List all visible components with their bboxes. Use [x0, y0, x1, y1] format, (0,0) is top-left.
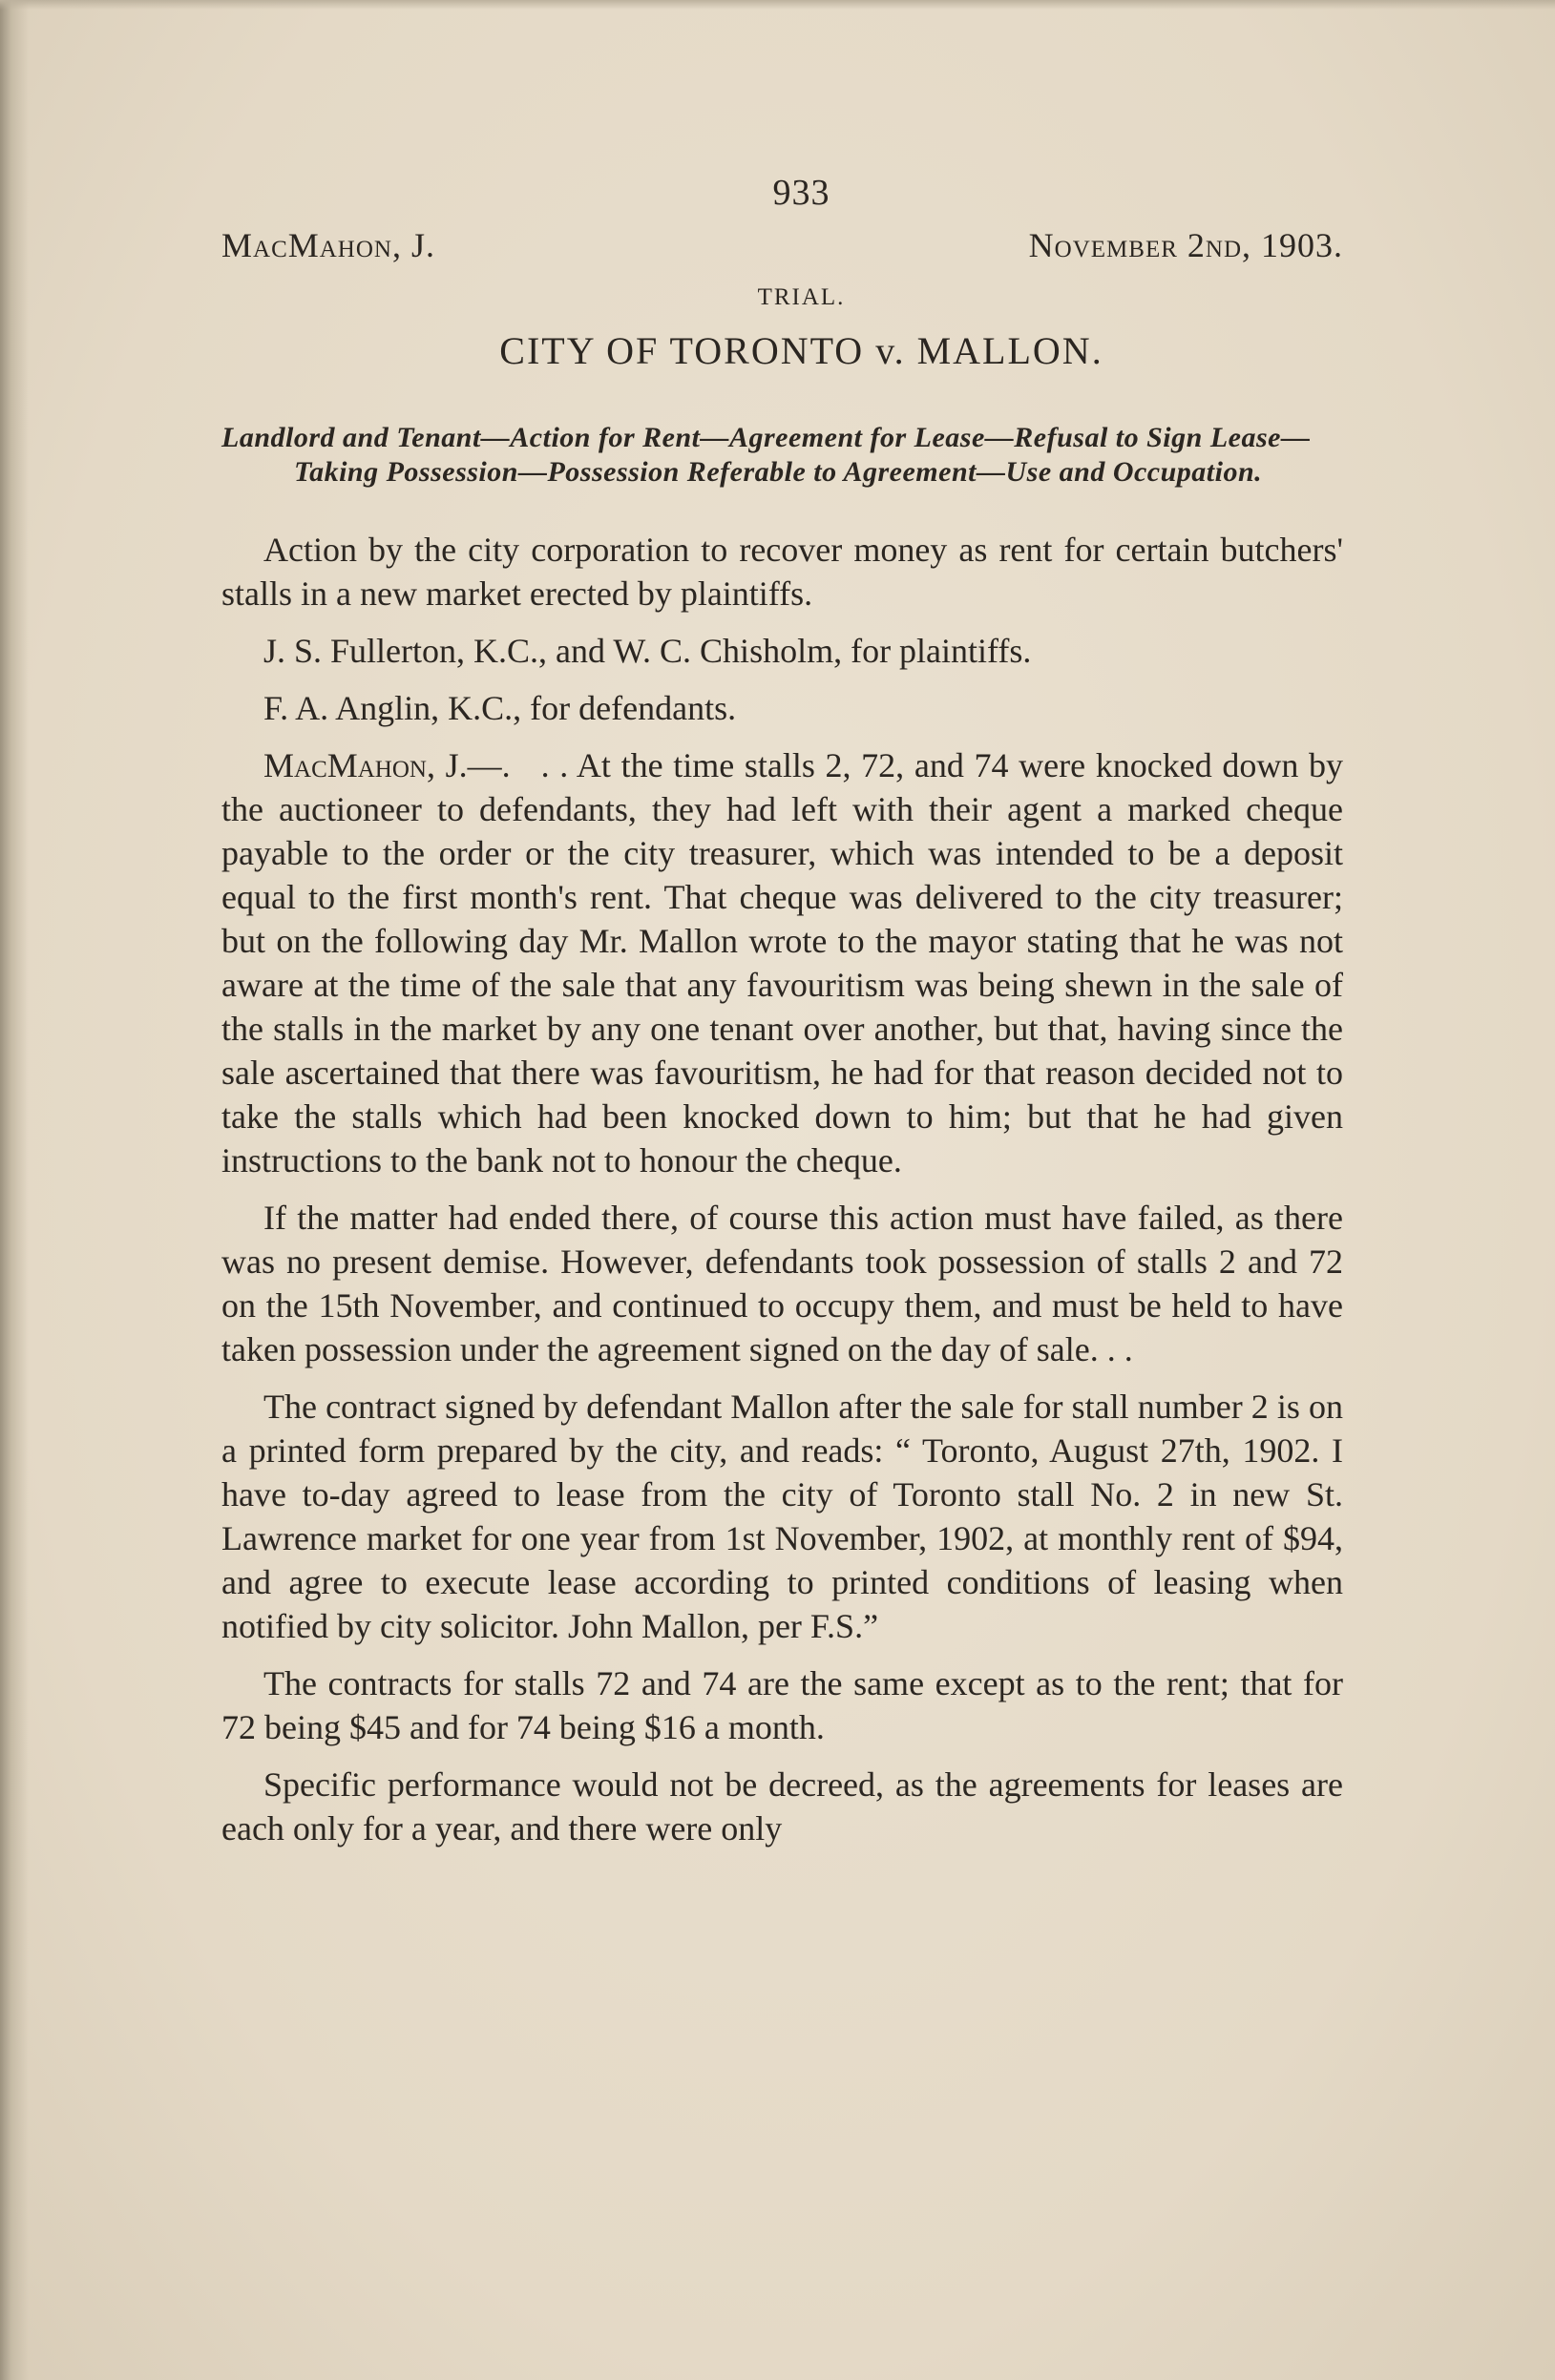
page-top-edge	[0, 0, 1555, 10]
judgment-paragraph-1	[221, 743, 1343, 1182]
judgment-paragraph-1-text: . . At the time stalls 2, 72, and 74 were knocked down by the auctioneer to defendants, they had left with their agent a marked cheque payable to the order or the city treasurer, which was intended to be a deposit equal to the first month's rent. That cheque was delivered to the city treasurer; but on the following day Mr. Mallon wrote to the mayor stating that he was not aware at the time of the sale that any favouritism was being shewn in the sale of the stalls in the market by any one tenant over another, but that, having since the sale ascertained that there was favouritism, he had for that reason decided not to take the stalls which had been knocked down to him; but that he had given instructions to the bank not to honour the cheque.	[221, 746, 1343, 1180]
page-binding-shadow	[0, 0, 29, 2380]
judge-name: MacMahon, J.	[221, 226, 435, 264]
case-title: CITY OF TORONTO v. MALLON.	[499, 329, 1103, 372]
page-content	[221, 172, 1343, 1864]
judgment-author: MacMahon, J.—.	[263, 746, 511, 784]
running-header	[221, 225, 1343, 265]
decision-date: November 2nd, 1903.	[1028, 226, 1343, 264]
headnote: Landlord and Tenant—Action for Rent—Agreement for Lease—Refusal to Sign Lease—Taking Possession—Possession Referable to Agreement—Use and Occupation.	[221, 422, 1311, 488]
counsel-defendants: F. A. Anglin, K.C., for defendants.	[263, 689, 737, 727]
judgment-paragraph-4: The contracts for stalls 72 and 74 are the same except as to the rent; that for 72 being $45 and for 74 being $16 a month.	[221, 1664, 1343, 1746]
page-number: 933	[772, 173, 830, 213]
proceeding-label: TRIAL.	[757, 284, 846, 310]
judgment-paragraph-5: Specific performance would not be decreed, as the agreements for leases are each only for a year, and there were only	[221, 1765, 1343, 1848]
case-summary: Action by the city corporation to recover money as rent for certain butchers' stalls in a new market erected by plaintiffs.	[221, 531, 1343, 613]
counsel-plaintiffs: J. S. Fullerton, K.C., and W. C. Chisholm, for plaintiffs.	[263, 632, 1032, 670]
judgment-paragraph-3: The contract signed by defendant Mallon after the sale for stall number 2 is on a printed form prepared by the city, and reads: “ Toronto, August 27th, 1902. I have to-day agreed to lease from the city of Toronto stall No. 2 in new St. Lawrence market for one year from 1st November, 1902, at monthly rent of $94, and agree to execute lease according to printed conditions of leasing when notified by city solicitor. John Mallon, per F.S.”	[221, 1388, 1343, 1645]
judgment-paragraph-2: If the matter had ended there, of course this action must have failed, as there was no present demise. However, defendants took possession of stalls 2 and 72 on the 15th November, and continued to occupy them, and must be held to have taken possession under the agreement signed on the day of sale. . .	[221, 1199, 1343, 1368]
